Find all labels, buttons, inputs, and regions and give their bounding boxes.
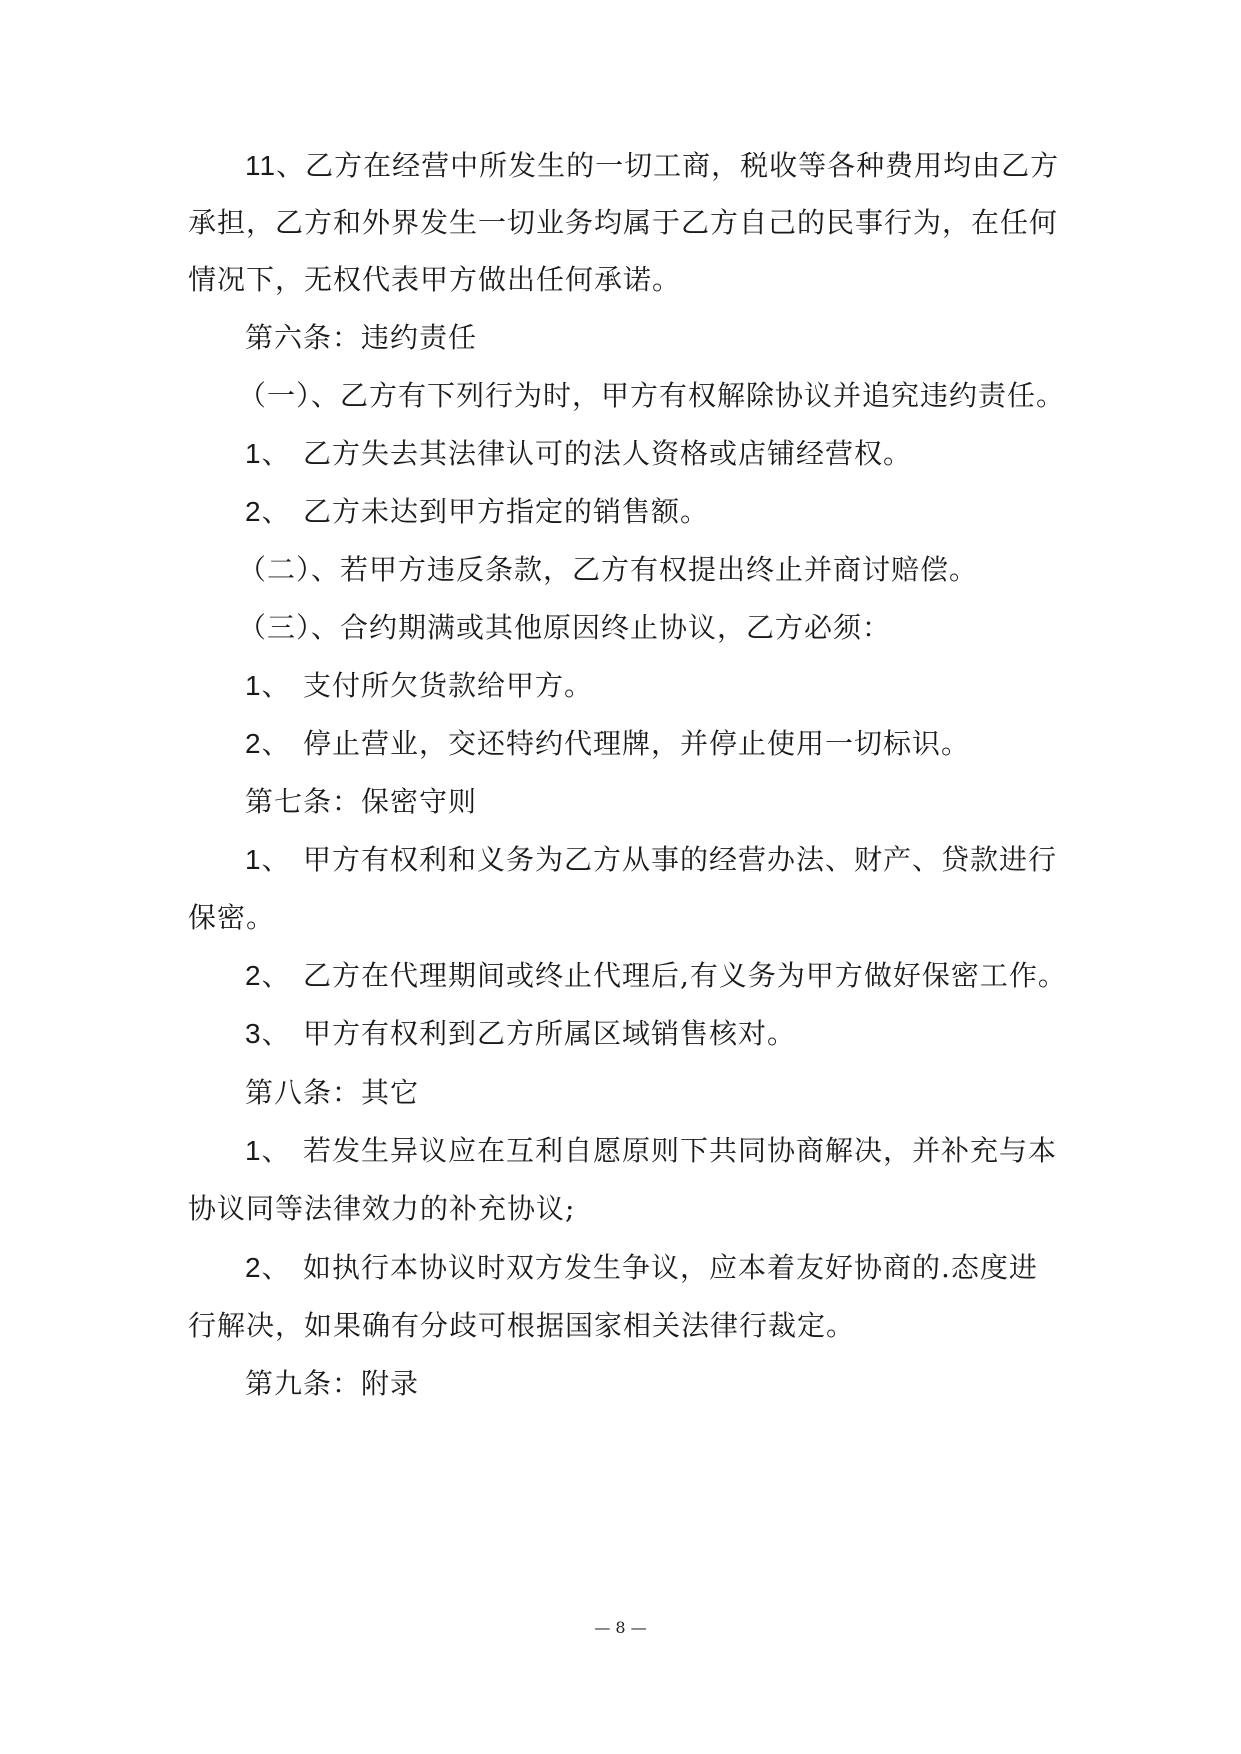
item-number: 2、 (245, 1252, 291, 1283)
line-text: 乙方在代理期间或终止代理后,有义务为甲方做好保密工作。 (303, 959, 1067, 992)
line-text: 第六条：违约责任 (245, 321, 478, 354)
section-heading (245, 1075, 419, 1111)
list-item (245, 494, 709, 530)
paragraph-line (188, 1191, 575, 1227)
line-text: 甲方有权利到乙方所属区域销售核对。 (303, 1017, 797, 1050)
item-number: 1、 (245, 670, 291, 701)
line-text: 乙方失去其法律认可的法人资格或店铺经营权。 (303, 437, 913, 470)
line-text: 停止营业，交还特约代理牌，并停止使用一切标识。 (303, 727, 971, 760)
line-text: 乙方未达到甲方指定的销售额。 (303, 495, 710, 528)
list-item (245, 1133, 1057, 1169)
line-text: 甲方有权利和义务为乙方从事的经营办法、财产、贷款进行 (303, 843, 1058, 876)
paragraph-line (188, 900, 275, 936)
paragraph-line (238, 610, 891, 646)
list-item (245, 1016, 796, 1052)
line-text: 第七条：保密守则 (245, 785, 478, 818)
line-text: 若发生异议应在互利自愿原则下共同协商解决，并补充与本 (303, 1134, 1058, 1167)
list-item (245, 1250, 1038, 1286)
line-text: （三）、合约期满或其他原因终止协议，乙方必须： (238, 611, 892, 644)
item-number: 11、 (245, 150, 306, 181)
line-text: 第九条：附录 (245, 1367, 420, 1400)
paragraph-line (188, 262, 681, 298)
line-text: 第八条：其它 (245, 1076, 420, 1109)
paragraph-line (238, 552, 978, 588)
line-text: 承担，乙方和外界发生一切业务均属于乙方自己的民事行为，在任何 (188, 206, 1059, 239)
list-item (245, 958, 1067, 994)
line-text: （二）、若甲方违反条款，乙方有权提出终止并商讨赔偿。 (238, 553, 979, 586)
item-number: 2、 (245, 496, 291, 527)
item-number: 1、 (245, 844, 291, 875)
section-heading (245, 784, 477, 820)
paragraph-line (245, 148, 1059, 184)
list-item (245, 668, 593, 704)
paragraph-line (188, 205, 1058, 241)
item-number: 1、 (245, 438, 291, 469)
item-number: 2、 (245, 960, 291, 991)
list-item (245, 726, 970, 762)
item-number: 1、 (245, 1135, 291, 1166)
paragraph-line (238, 378, 1065, 414)
line-text: 如执行本协议时双方发生争议，应本着友好协商的.态度进 (303, 1251, 1038, 1284)
line-text: 协议同等法律效力的补充协议; (188, 1192, 576, 1225)
item-number: 2、 (245, 728, 291, 759)
line-text: 行解决，如果确有分歧可根据国家相关法律行裁定。 (188, 1309, 856, 1342)
list-item (245, 842, 1057, 878)
line-text: 保密。 (188, 901, 276, 934)
line-text: 支付所欠货款给甲方。 (303, 669, 594, 702)
section-heading (245, 1366, 419, 1402)
line-text: 乙方在经营中所发生的一切工商，税收等各种费用均由乙方 (305, 149, 1060, 182)
item-number: 3、 (245, 1018, 291, 1049)
line-text: 情况下，无权代表甲方做出任何承诺。 (188, 263, 682, 296)
section-heading (245, 320, 477, 356)
paragraph-line (188, 1308, 855, 1344)
page-number: — 8 — (594, 1618, 647, 1637)
line-text: （一）、乙方有下列行为时，甲方有权解除协议并追究违约责任。 (238, 379, 1066, 412)
list-item (245, 436, 912, 472)
